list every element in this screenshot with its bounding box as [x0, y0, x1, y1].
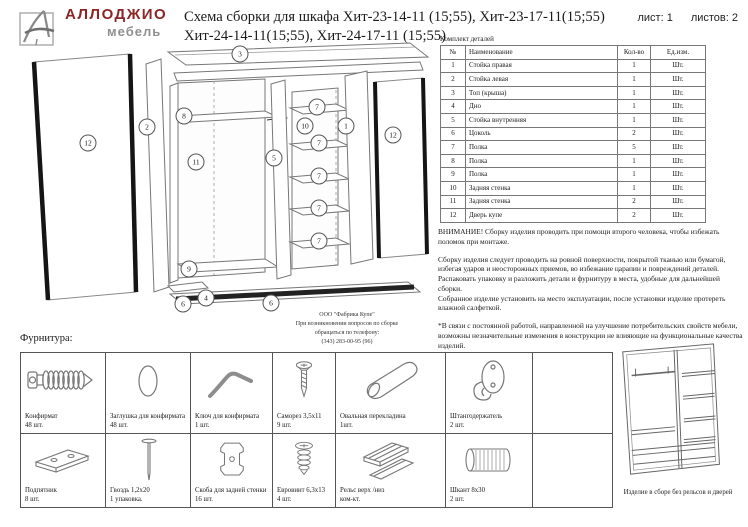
foot-plate-icon	[21, 434, 105, 486]
manufacturer-line: При возникновении вопросов по сборке	[295, 321, 399, 327]
parts-table-cell: Шт.	[651, 181, 706, 195]
assembled-view-caption: Изделие в сборе без рельсов и дверей	[623, 489, 733, 496]
hardware-item-qty: ком-кт.	[340, 495, 361, 503]
parts-table-row	[441, 113, 706, 127]
parts-table-cell: Шт.	[651, 141, 706, 155]
parts-table-cell: 3	[441, 86, 466, 100]
part-callout-12: 12	[80, 135, 97, 152]
hardware-cell-bracket	[191, 434, 273, 508]
parts-table-cell: Задняя стенка	[466, 195, 618, 209]
col-header-name: Наименование	[466, 46, 618, 60]
parts-table-cell: 10	[441, 181, 466, 195]
hardware-cell-cap	[106, 353, 191, 434]
parts-table-cell: 5	[618, 141, 651, 155]
hardware-cell-rail	[336, 434, 446, 508]
parts-table-row	[441, 154, 706, 168]
parts-table-cell: Шт.	[651, 195, 706, 209]
parts-table-row	[441, 209, 706, 223]
notice-paragraph: Сборку изделия следует проводить на ровной поверхности, покрытой тканью или бумагой, избегая ударов и неосторожных приемов, во избежание царапин и повреждений деталей.	[438, 254, 726, 274]
logo-text	[65, 6, 167, 39]
parts-table-cell: 1	[618, 59, 651, 73]
assembled-cabinet-drawing	[616, 340, 740, 486]
notice-paragraph: Собранное изделие установить на место эксплуатации, после установки изделие протереть влажной салфеткой.	[438, 293, 726, 313]
hardware-table	[20, 352, 613, 508]
hardware-item-qty: 9 шт.	[277, 421, 292, 429]
parts-table-cell: Стойка левая	[466, 73, 618, 87]
parts-table-cell: 8	[441, 154, 466, 168]
hardware-item-name: Конфирмат	[25, 412, 58, 420]
hardware-item-name: Саморез 3,5х11	[277, 412, 322, 420]
manufacturer-line: (343) 283-00-95 (96)	[321, 339, 373, 345]
parts-table-cell: Шт.	[651, 154, 706, 168]
part-callout-1: 1	[338, 118, 355, 135]
part-callout-7: 7	[311, 135, 328, 152]
hardware-item-qty: 8 шт.	[25, 495, 40, 503]
hardware-item-name: Подпятник	[25, 486, 57, 494]
euro-screw-icon	[273, 434, 335, 486]
hardware-cell-confirmat	[21, 353, 106, 434]
sheet-info	[637, 12, 738, 24]
parts-table-cell: Топ (крыша)	[466, 86, 618, 100]
part-callout-2: 2	[139, 119, 156, 136]
hardware-item-name: Рельс верх /низ	[340, 486, 385, 494]
rod-holder-icon	[446, 353, 532, 412]
parts-table-cell: Дверь купе	[466, 209, 618, 223]
part-callout-9: 9	[181, 261, 198, 278]
parts-table-caption: Комплект деталей	[440, 35, 494, 43]
hardware-cell-rod-holder	[446, 353, 533, 434]
parts-table-cell: Шт.	[651, 113, 706, 127]
part-callout-6: 6	[175, 296, 192, 313]
bracket-icon	[191, 434, 272, 486]
parts-table-cell: Задняя стенка	[466, 181, 618, 195]
rail-icon	[336, 434, 445, 486]
parts-table-cell: 2	[618, 127, 651, 141]
parts-table-row	[441, 181, 706, 195]
title-line-1: Схема сборки для шкафа Хит-23-14-11 (15;55), Хит-23-17-11(15;55)	[184, 9, 605, 25]
parts-table-cell: 2	[618, 195, 651, 209]
parts-table-row	[441, 127, 706, 141]
notice-paragraph: Распаковать упаковку и разложить детали и фурнитуру в места, удобные для дальнейшей сборки.	[438, 274, 720, 293]
parts-table-cell: 5	[441, 113, 466, 127]
parts-table-cell: 1	[618, 113, 651, 127]
parts-table-cell: Шт.	[651, 168, 706, 182]
parts-table-header-row	[441, 46, 706, 60]
hardware-cell-nail	[106, 434, 191, 508]
parts-table-cell: 1	[618, 154, 651, 168]
hardware-item-qty: 2 шт.	[450, 421, 465, 429]
parts-table-row	[441, 168, 706, 182]
parts-table-cell: Цоколь	[466, 127, 618, 141]
cap-icon	[106, 353, 190, 412]
parts-table-cell: 12	[441, 209, 466, 223]
parts-table-cell: Шт.	[651, 59, 706, 73]
parts-table-cell: 2	[441, 73, 466, 87]
parts-table-cell: 1	[618, 73, 651, 87]
hardware-cell-oval-rod	[336, 353, 446, 434]
parts-table-cell: Полка	[466, 154, 618, 168]
assembly-notices	[438, 227, 744, 350]
confirmat-screw-icon	[21, 353, 105, 412]
part-callout-11: 11	[188, 154, 205, 171]
part-callout-6: 6	[263, 295, 280, 312]
parts-table-cell: 1	[618, 181, 651, 195]
hardware-cell-foot-plate	[21, 434, 106, 508]
hex-key-icon	[191, 353, 272, 412]
parts-table-cell: Шт.	[651, 86, 706, 100]
brand-name: АЛЛОДЖИО	[65, 6, 168, 23]
sheet-number: лист: 1	[637, 12, 673, 24]
col-header-number: №	[441, 46, 466, 60]
part-callout-7: 7	[311, 200, 328, 217]
manufacturer-line: обращаться по телефону:	[314, 330, 380, 336]
col-header-unit: Ед.изм.	[651, 46, 706, 60]
parts-table-cell: 1	[618, 168, 651, 182]
hardware-item-qty: 16 шт.	[195, 495, 213, 503]
part-callout-7: 7	[309, 99, 326, 116]
part-callout-3: 3	[232, 46, 249, 63]
hardware-cell-hexkey	[191, 353, 273, 434]
parts-table-cell: 6	[441, 127, 466, 141]
parts-table-row	[441, 59, 706, 73]
brand-subtitle: мебель	[107, 24, 162, 39]
parts-table-row	[441, 100, 706, 114]
sheets-total: листов: 2	[690, 12, 738, 24]
parts-table-cell: Шт.	[651, 209, 706, 223]
parts-table-cell: Шт.	[651, 127, 706, 141]
hardware-item-qty: 1 шт.	[195, 421, 210, 429]
parts-table-row	[441, 195, 706, 209]
parts-table-row	[441, 141, 706, 155]
parts-table-row	[441, 73, 706, 87]
col-header-qty: Кол-во	[618, 46, 651, 60]
notice-paragraph: ВНИМАНИЕ! Сборку изделия проводить при помощи второго человека, чтобы избежать поломок при монтаже.	[438, 227, 720, 246]
parts-table-cell: Шт.	[651, 73, 706, 87]
hardware-item-qty: 2 шт.	[450, 495, 465, 503]
parts-table-cell: Шт.	[651, 100, 706, 114]
parts-table-cell: Дно	[466, 100, 618, 114]
parts-table-cell: 11	[441, 195, 466, 209]
parts-table-cell: 7	[441, 141, 466, 155]
hardware-item-name: Штангодержатель	[450, 412, 503, 420]
manufacturer-line: ООО "Фабрика Купе"	[319, 312, 375, 318]
parts-table-cell: Полка	[466, 168, 618, 182]
part-callout-10: 10	[297, 118, 314, 135]
hardware-item-qty: 1шт.	[340, 421, 353, 429]
parts-table-cell: Стойка внутренняя	[466, 113, 618, 127]
hardware-cell-empty-2	[533, 434, 613, 508]
hardware-cell-screw	[273, 353, 336, 434]
part-callout-8: 8	[176, 108, 193, 125]
hardware-cell-euro-screw	[273, 434, 336, 508]
parts-table-cell: Полка	[466, 141, 618, 155]
nail-icon	[106, 434, 190, 486]
hardware-heading: Фурнитура:	[20, 333, 73, 344]
hardware-item-qty: 48 шт.	[25, 421, 43, 429]
hardware-item-qty: 48 шт.	[110, 421, 128, 429]
screw-icon	[273, 353, 335, 412]
parts-table-row	[441, 86, 706, 100]
parts-table-cell: Стойка правая	[466, 59, 618, 73]
hardware-cell-empty-1	[533, 353, 613, 434]
hardware-item-qty: 1 упаковка.	[110, 495, 143, 503]
part-callout-7: 7	[311, 233, 328, 250]
hardware-item-name: Овальная перекладина	[340, 412, 406, 420]
part-callout-7: 7	[311, 168, 328, 185]
hardware-item-name: Евровинт 6,3х13	[277, 486, 326, 494]
hardware-item-name: Ключ для конфирмата	[195, 412, 260, 420]
parts-table-body	[441, 59, 706, 222]
parts-table-cell: 1	[441, 59, 466, 73]
parts-table-cell: 2	[618, 209, 651, 223]
parts-table-cell: 4	[441, 100, 466, 114]
hardware-item-qty: 4 шт.	[277, 495, 292, 503]
notice-paragraph: *В связи с постоянной работой, направленной на улучшение потребительских свойств мебели, возможны незначительные изменения в конструкции не влияющие на функциональные качества изделий.	[438, 321, 743, 350]
part-callout-5: 5	[266, 150, 283, 167]
part-callout-4: 4	[198, 290, 215, 307]
part-callout-12: 12	[385, 127, 402, 144]
hardware-cell-dowel	[446, 434, 533, 508]
hardware-item-name: Гвоздь 1,2х20	[110, 486, 150, 494]
hardware-item-name: Скоба для задней стенки	[195, 486, 267, 494]
hardware-item-name: Шкант 8х30	[450, 486, 485, 494]
title-line-2: Хит-24-14-11(15;55), Хит-24-17-11 (15;55)	[184, 27, 446, 44]
parts-table-cell: 1	[618, 86, 651, 100]
dowel-icon	[446, 434, 532, 486]
exploded-assembly-diagram	[18, 40, 443, 315]
hardware-item-name: Заглушка для конфирмата	[110, 412, 185, 420]
parts-table-cell: 9	[441, 168, 466, 182]
parts-table-cell: 1	[618, 100, 651, 114]
manufacturer-note	[272, 311, 422, 347]
oval-rod-icon	[336, 353, 445, 412]
parts-table	[440, 45, 706, 223]
